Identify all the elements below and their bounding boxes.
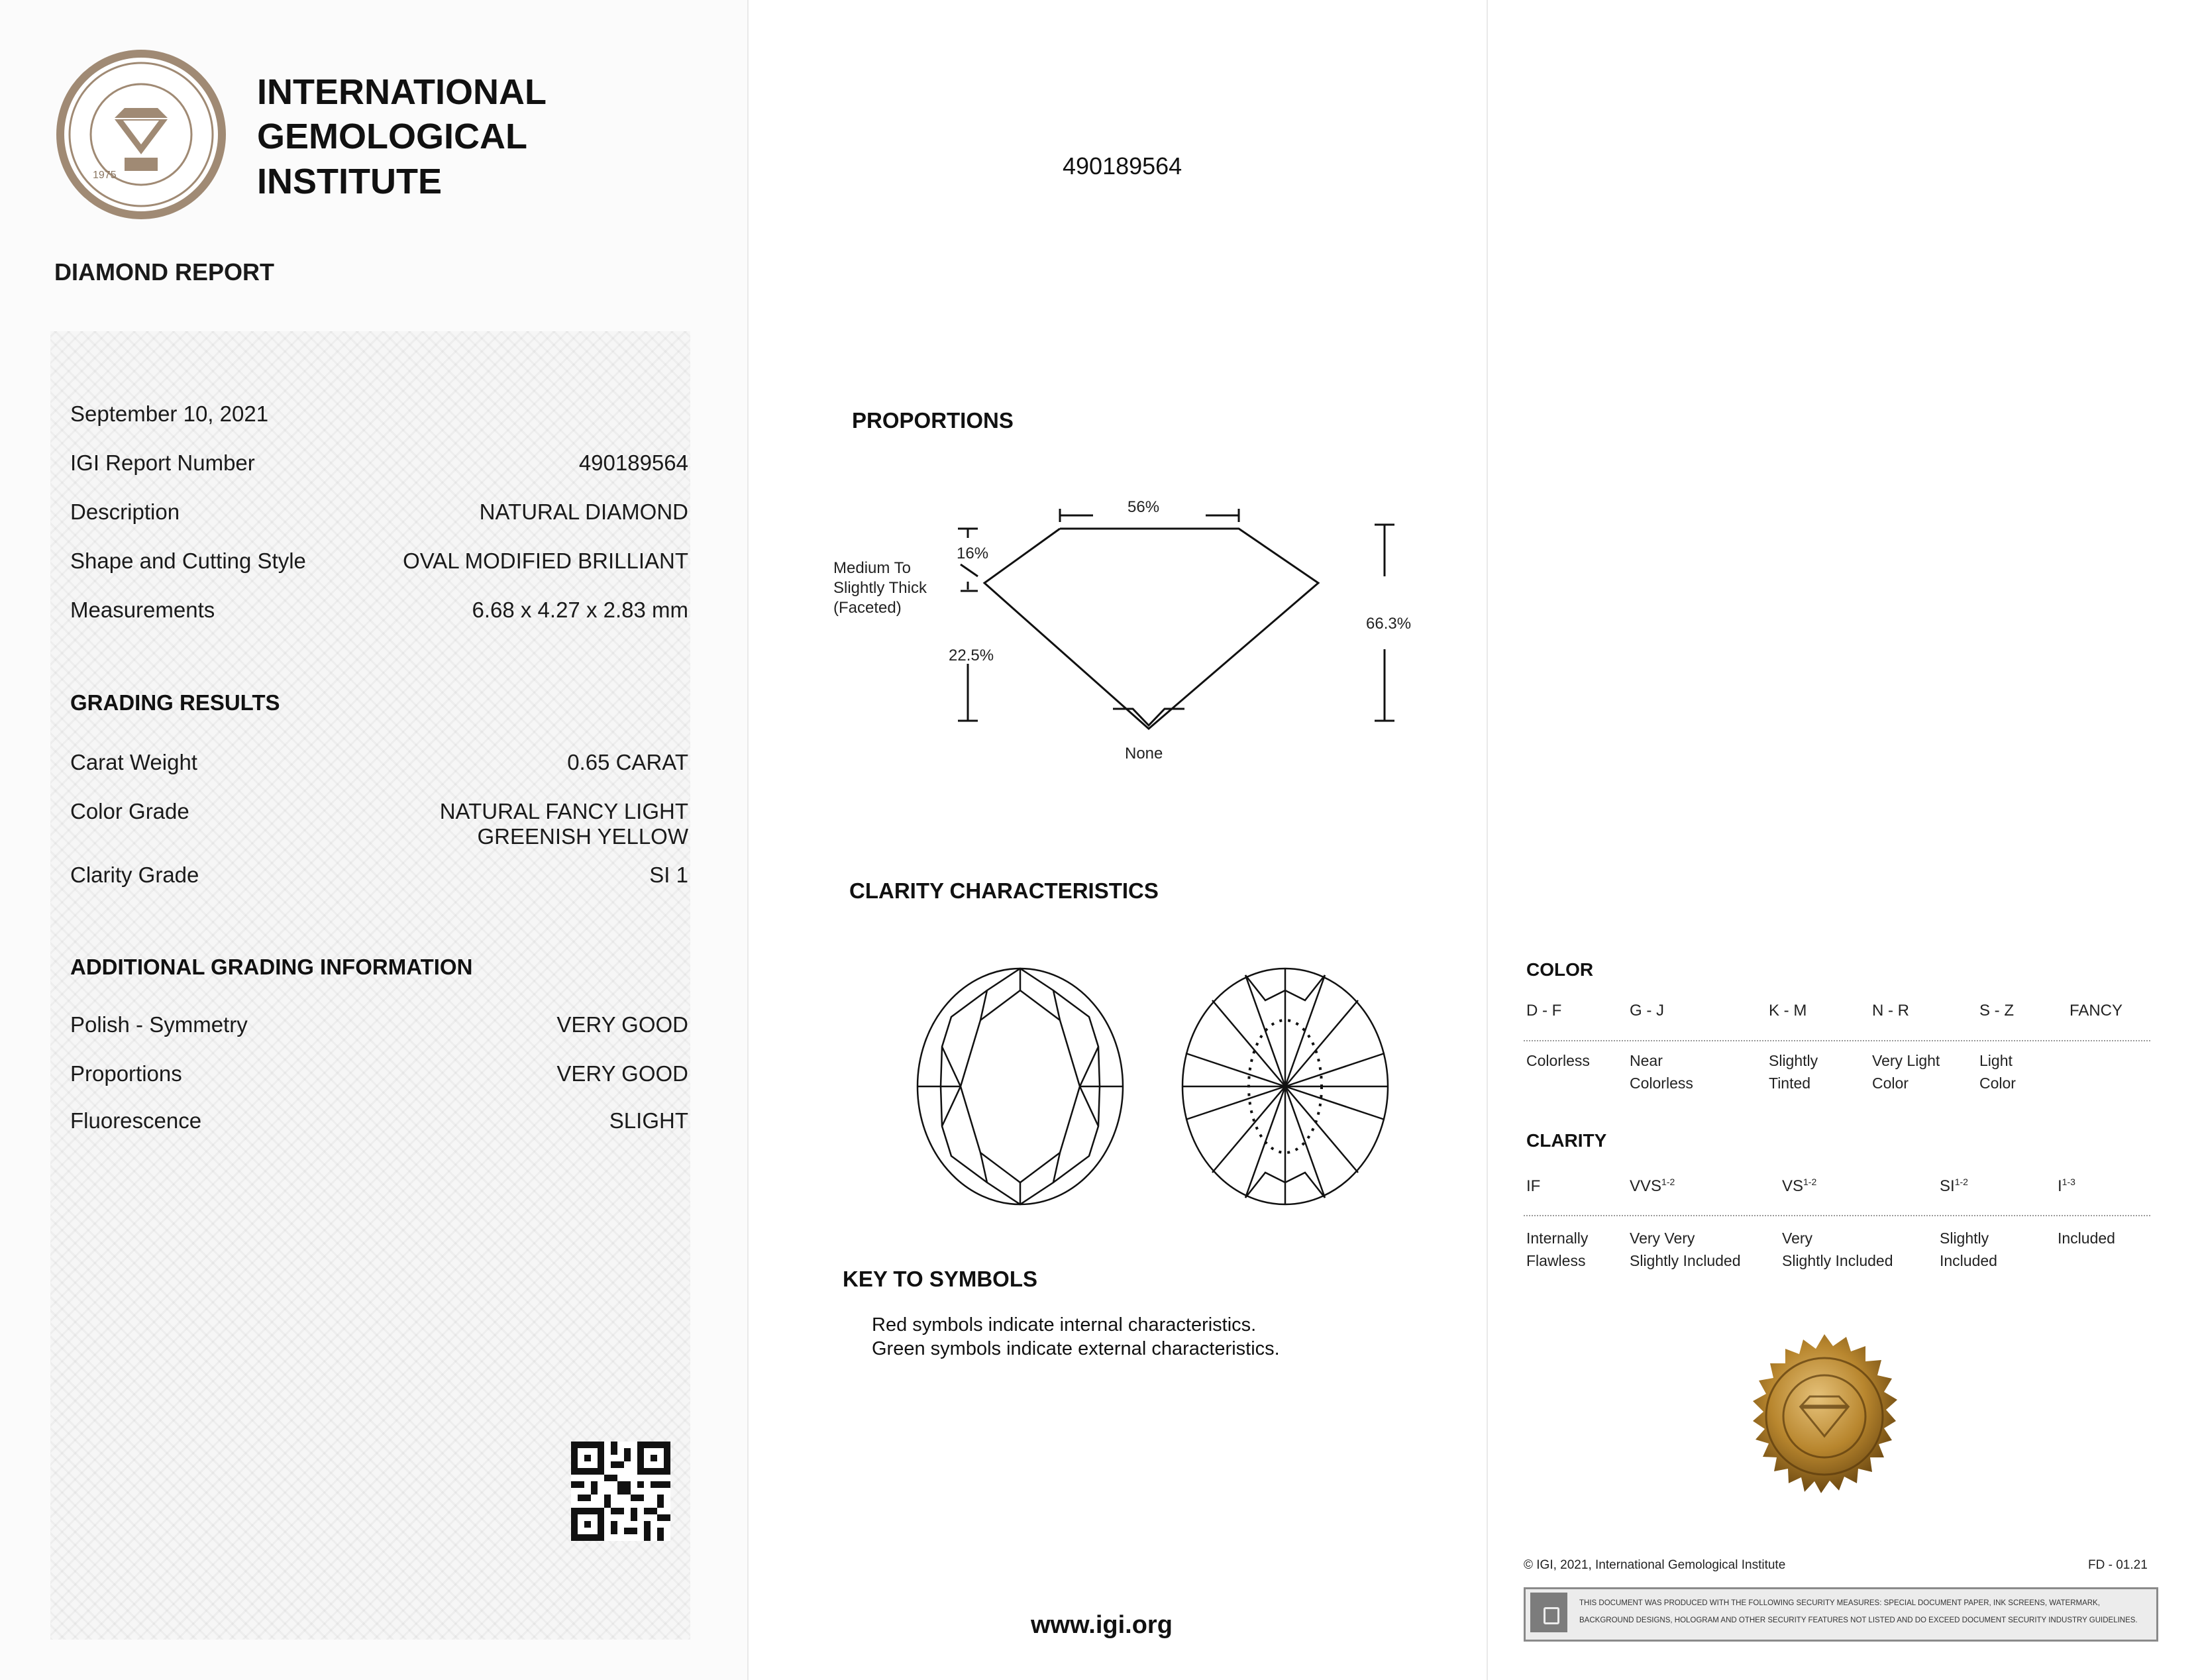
color-grade-range: S - Z [1979, 1002, 2014, 1020]
field-label: Clarity Grade [70, 863, 199, 887]
pavilion-percentage: 22.5% [949, 647, 994, 664]
field-label: Polish - Symmetry [70, 1012, 248, 1037]
clarity-desc: Very Very Slightly Included [1630, 1230, 1741, 1269]
field-value-polish-symmetry: VERY GOOD [556, 1012, 688, 1037]
security-notice-box [1524, 1587, 2158, 1642]
clarity-grade: VS$^{1-2}$ [1782, 1177, 1817, 1195]
key-line-red: Red symbols indicate internal characteristics. [872, 1314, 1257, 1336]
clarity-desc: Very Slightly Included [1782, 1230, 1893, 1269]
color-desc: Light Color [1979, 1052, 2016, 1092]
report-date: September 10, 2021 [70, 401, 269, 426]
color-desc: Near Colorless [1630, 1052, 1693, 1092]
key-line-green: Green symbols indicate external characteristics. [872, 1338, 1280, 1359]
field-value-description: NATURAL DIAMOND [479, 499, 688, 524]
scale-divider [1524, 1215, 2150, 1216]
field-label: Shape and Cutting Style [70, 549, 306, 573]
table-percentage: 56% [1127, 498, 1160, 516]
org-name-line1: INTERNATIONAL [257, 72, 547, 112]
qr-code[interactable] [571, 1442, 670, 1541]
copyright-text: © IGI, 2021, International Gemological Institute [1524, 1558, 1786, 1572]
field-value-clarity-grade: SI 1 [649, 863, 688, 887]
field-value-report-number: 490189564 [578, 450, 688, 475]
clarity-grade: $I^{1-3}$ [2058, 1177, 2075, 1195]
field-label: Color Grade [70, 799, 189, 823]
report-number-header: 490189564 [1063, 152, 1182, 180]
key-to-symbols-heading: KEY TO SYMBOLS [843, 1267, 1038, 1291]
clarity-scale-heading: CLARITY [1526, 1130, 1607, 1151]
color-desc: Very Light Color [1872, 1052, 1940, 1092]
field-value-color-grade: NATURAL FANCY LIGHT [439, 799, 688, 823]
clarity-desc: Internally Flawless [1526, 1230, 1589, 1269]
field-value-shape: OVAL MODIFIED BRILLIANT [403, 549, 688, 573]
clarity-characteristics-heading: CLARITY CHARACTERISTICS [849, 878, 1159, 903]
clarity-grade: VVS$^{1-2}$ [1630, 1177, 1675, 1195]
girdle-label-line1: Medium To [833, 559, 911, 577]
color-scale-heading: COLOR [1526, 959, 1594, 980]
clarity-grade: IF [1526, 1177, 1541, 1195]
color-grade-range: FANCY [2070, 1002, 2123, 1020]
lock-glyph [1544, 1607, 1559, 1624]
field-label: IGI Report Number [70, 450, 255, 475]
color-grade-range: N - R [1872, 1002, 1909, 1020]
form-code: FD - 01.21 [2088, 1558, 2148, 1572]
color-desc: Colorless [1526, 1052, 1590, 1069]
color-desc: Slightly Tinted [1769, 1052, 1818, 1092]
additional-info-heading: ADDITIONAL GRADING INFORMATION [70, 955, 473, 979]
clarity-desc: Included [2058, 1230, 2115, 1247]
crown-view-plot [908, 961, 1133, 1212]
security-notice-line1: THIS DOCUMENT WAS PRODUCED WITH THE FOLLOWING SECURITY MEASURES: SPECIAL DOCUMENT PAPER, INK SCREENS, WATERMARK, [1579, 1599, 2100, 1607]
scale-divider [1524, 1040, 2150, 1041]
security-notice-line2: BACKGROUND DESIGNS, HOLOGRAM AND OTHER SECURITY FEATURES NOT LISTED AND DO EXCEED DOCUMENT SECURITY INDUSTRY GUIDELINES. [1579, 1616, 2138, 1624]
grading-results-heading: GRADING RESULTS [70, 690, 280, 715]
field-label: Fluorescence [70, 1108, 202, 1133]
clarity-desc: Slightly Included [1940, 1230, 1997, 1269]
color-grade-range: K - M [1769, 1002, 1807, 1020]
color-grade-range: G - J [1630, 1002, 1664, 1020]
girdle-label-line2: Slightly Thick [833, 579, 927, 597]
total-depth-percentage: 66.3% [1366, 615, 1412, 633]
fold-line [1487, 0, 1488, 1680]
org-name-line3: INSTITUTE [257, 162, 442, 201]
field-label: Description [70, 499, 180, 524]
girdle-label-line3: (Faceted) [833, 599, 902, 617]
field-label: Proportions [70, 1061, 182, 1086]
color-grade-range: D - F [1526, 1002, 1562, 1020]
field-value-fluorescence: SLIGHT [609, 1108, 688, 1133]
field-value-carat: 0.65 CARAT [567, 750, 688, 774]
field-label: Carat Weight [70, 750, 197, 774]
report-middle-panel [747, 0, 1487, 1680]
org-name-line2: GEMOLOGICAL [257, 117, 527, 156]
igi-seal-logo [52, 45, 231, 224]
hologram-seal [1725, 1332, 1924, 1530]
culet-label: None [1125, 745, 1163, 762]
report-title: DIAMOND REPORT [54, 258, 274, 286]
proportions-diagram [828, 490, 1424, 768]
website-link[interactable]: www.igi.org [1031, 1611, 1173, 1639]
clarity-grade: SI$^{1-2}$ [1940, 1177, 1968, 1195]
field-value-color-grade-line2: GREENISH YELLOW [477, 824, 688, 849]
crown-percentage: 16% [957, 545, 989, 562]
fold-line [747, 0, 749, 1680]
field-label: Measurements [70, 598, 215, 622]
field-value-measurements: 6.68 x 4.27 x 2.83 mm [472, 598, 688, 622]
seal-year: 1975 [93, 170, 117, 181]
proportions-heading: PROPORTIONS [852, 408, 1014, 433]
pavilion-view-plot [1173, 961, 1398, 1212]
field-value-proportions: VERY GOOD [556, 1061, 688, 1086]
